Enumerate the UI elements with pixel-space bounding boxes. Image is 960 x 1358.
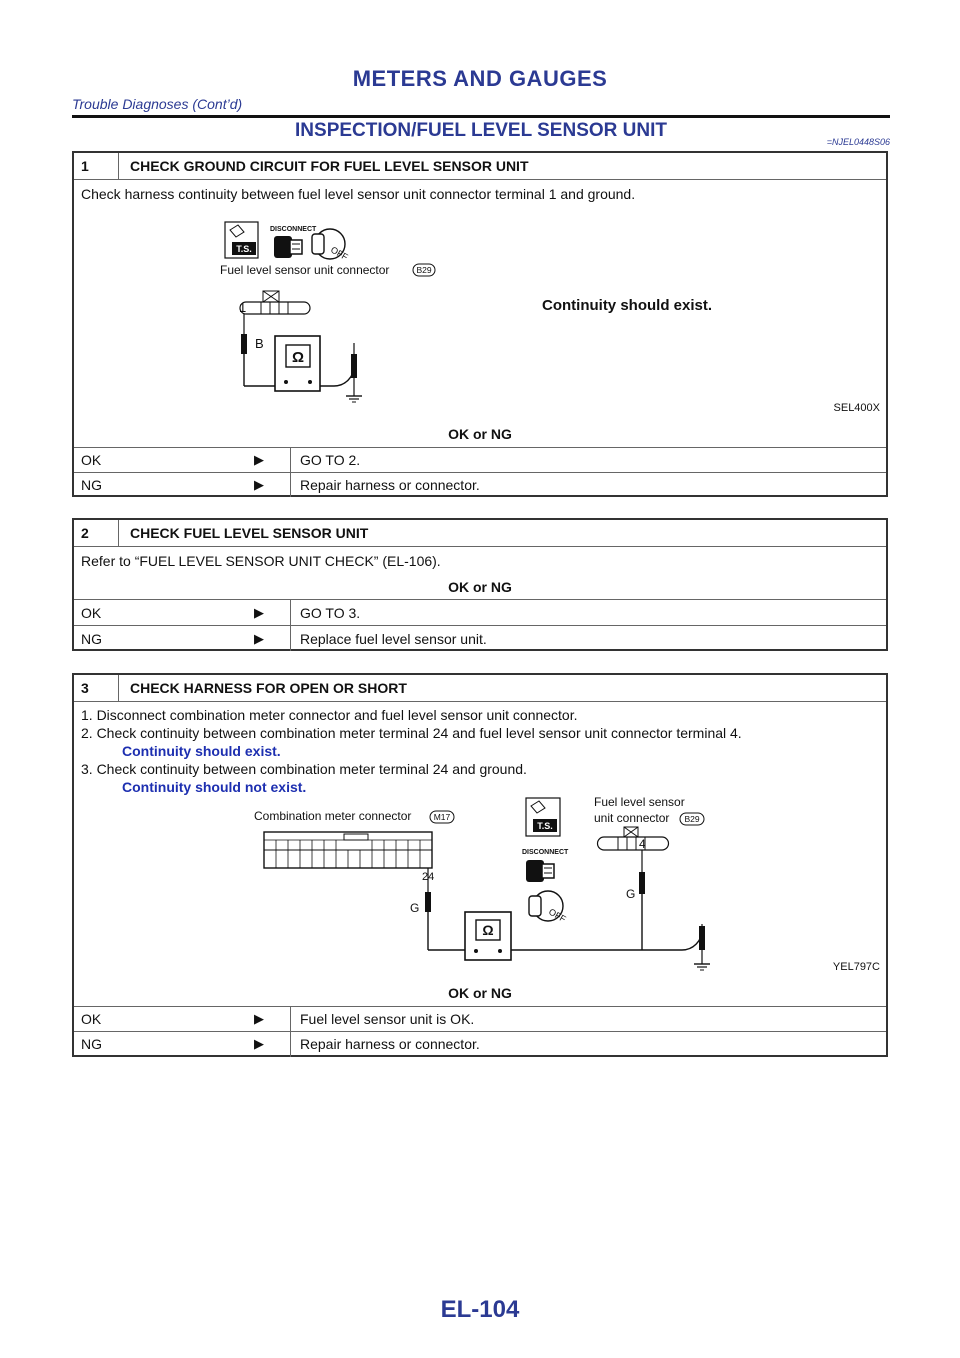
result-arrow-icon: ▶ [254, 477, 264, 492]
step-3-figure [74, 794, 890, 974]
result-arrow-icon: ▶ [254, 631, 264, 646]
sensor-connector-label-line-2: unit connector [594, 811, 670, 825]
step-2-question: OK or NG [448, 579, 512, 595]
step-3-title: CHECK HARNESS FOR OPEN OR SHORT [130, 680, 407, 696]
step-3-expected-1: Continuity should exist. [122, 743, 281, 759]
step-1-title: CHECK GROUND CIRCUIT FOR FUEL LEVEL SENSOR UNIT [130, 158, 529, 174]
sensor-connector-label-line-1: Fuel level sensor [594, 795, 685, 809]
result-label: OK [81, 605, 102, 621]
wire-color-right: G [626, 887, 636, 901]
step-2-box [72, 518, 888, 651]
chapter-subtitle: Trouble Diagnoses (Cont’d) [72, 96, 243, 112]
result-label: OK [81, 452, 102, 468]
step-2-header [74, 520, 886, 547]
step-3-line-1: 1. Disconnect combination meter connector and fuel level sensor unit connector. [81, 707, 578, 723]
meter-terminal: 24 [422, 871, 435, 883]
step-3-result-ng [74, 1032, 886, 1057]
off-label: OFF [547, 906, 568, 925]
step-2-body [74, 547, 886, 600]
step-1-figure [74, 208, 890, 428]
step-3-result-ok [74, 1007, 886, 1032]
ohm-symbol: Ω [291, 349, 305, 366]
result-action: GO TO 2. [300, 452, 361, 468]
result-action: GO TO 3. [300, 605, 361, 621]
result-label: OK [81, 1011, 102, 1027]
result-label: NG [81, 631, 102, 647]
combination-meter-connector [264, 832, 432, 868]
continuity-note: Continuity should exist. [542, 297, 713, 314]
ts-label: T.S. [537, 821, 553, 831]
section-code: =NJEL0448S06 [826, 137, 890, 147]
result-action: Replace fuel level sensor unit. [300, 631, 487, 647]
result-action: Repair harness or connector. [300, 477, 480, 493]
sensor-terminal: 4 [639, 837, 646, 851]
result-separator [290, 448, 291, 472]
terminal-number: 1 [239, 300, 247, 315]
tester-icon [225, 222, 258, 258]
step-2-result-ok [74, 600, 886, 626]
result-arrow-icon: ▶ [254, 1036, 264, 1051]
ts-label: T.S. [236, 244, 252, 254]
ohm-symbol: Ω [482, 922, 494, 938]
sensor-connector-code: B29 [684, 814, 700, 824]
ignition-off-icon [312, 229, 350, 262]
figure-id: YEL797C [832, 961, 880, 973]
step-2-number: 2 [81, 525, 89, 541]
result-arrow-icon: ▶ [254, 605, 264, 620]
section-title: INSPECTION/FUEL LEVEL SENSOR UNIT [295, 120, 667, 141]
disconnect-label: DISCONNECT [270, 226, 317, 233]
step-2-instruction: Refer to “FUEL LEVEL SENSOR UNIT CHECK” (EL-106). [81, 553, 441, 569]
step-3-line-3: 3. Check continuity between combination meter terminal 24 and ground. [81, 761, 527, 777]
step-1-question: OK or NG [448, 426, 512, 442]
off-label: OFF [329, 244, 350, 263]
step-3-header [74, 675, 886, 702]
result-label: NG [81, 1036, 102, 1052]
step-3-number-separator [118, 675, 119, 701]
step-2-number-separator [118, 520, 119, 546]
step-3-number: 3 [81, 680, 89, 696]
result-arrow-icon: ▶ [254, 452, 264, 467]
result-action: Repair harness or connector. [300, 1036, 480, 1052]
chapter-title: METERS AND GAUGES [352, 66, 608, 91]
step-1-result-ng [74, 473, 886, 497]
tester-icon [526, 798, 560, 836]
figure-id: SEL400X [833, 402, 880, 414]
ignition-off-icon [529, 891, 568, 924]
connector-label: Fuel level sensor unit connector [220, 263, 390, 277]
step-1-instruction: Check harness continuity between fuel level sensor unit connector terminal 1 and ground. [81, 186, 636, 202]
sensor-connector [598, 827, 669, 850]
ground-icon [694, 964, 710, 970]
result-action: Fuel level sensor unit is OK. [300, 1011, 475, 1027]
step-1-header [74, 153, 886, 180]
step-2-title: CHECK FUEL LEVEL SENSOR UNIT [130, 525, 369, 541]
step-1-number-separator [118, 153, 119, 179]
result-separator [290, 1007, 291, 1031]
disconnect-label: DISCONNECT [522, 849, 569, 856]
step-1-result-ok [74, 448, 886, 473]
ohmmeter-icon [275, 336, 320, 391]
result-separator [290, 626, 291, 651]
step-3-body [74, 702, 886, 1007]
result-separator [290, 600, 291, 625]
sensor-connector [240, 291, 310, 314]
page-number: EL-104 [440, 1296, 520, 1323]
step-1-number: 1 [81, 158, 89, 174]
header-rule [72, 115, 890, 118]
ohmmeter-icon [465, 912, 511, 960]
step-3-expected-2: Continuity should not exist. [122, 779, 307, 795]
step-1-body [74, 180, 886, 448]
ground-icon [346, 396, 362, 402]
result-arrow-icon: ▶ [254, 1011, 264, 1026]
meter-connector-label: Combination meter connector [254, 809, 412, 823]
step-3-question: OK or NG [448, 985, 512, 1001]
meter-connector-code: M17 [433, 812, 451, 822]
result-separator [290, 1032, 291, 1057]
result-separator [290, 473, 291, 497]
disconnect-icon [522, 849, 569, 882]
step-3-line-2: 2. Check continuity between combination meter terminal 24 and fuel level sensor unit connector terminal 4. [81, 725, 742, 741]
step-1-box [72, 151, 888, 497]
wire-color-left: G [410, 901, 420, 915]
step-2-result-ng [74, 626, 886, 651]
disconnect-icon [270, 226, 317, 258]
result-label: NG [81, 477, 102, 493]
step-3-box [72, 673, 888, 1057]
wire-color: B [255, 336, 264, 351]
connector-code: B29 [416, 265, 432, 275]
